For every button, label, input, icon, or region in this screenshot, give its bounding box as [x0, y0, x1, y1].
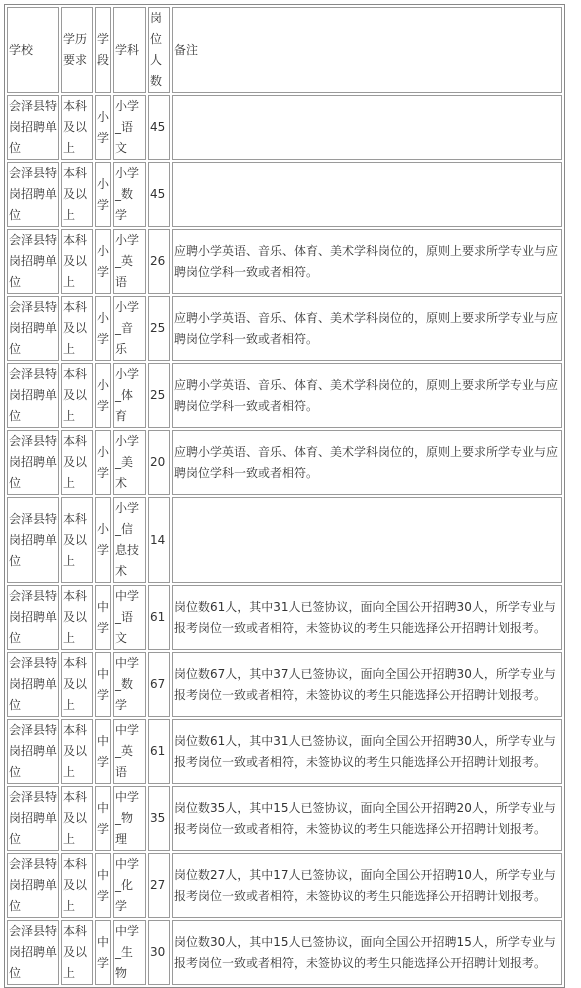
cell-school: 会泽县特岗招聘单位 [7, 497, 59, 583]
cell-subject: 小学_数学 [113, 162, 146, 227]
table-row [7, 363, 562, 428]
cell-education: 本科及以上 [61, 497, 93, 583]
cell-positions: 61 [148, 719, 170, 784]
cell-school: 会泽县特岗招聘单位 [7, 296, 59, 361]
cell-school: 会泽县特岗招聘单位 [7, 585, 59, 650]
table-row [7, 162, 562, 227]
cell-education: 本科及以上 [61, 920, 93, 985]
cell-notes [172, 162, 562, 227]
cell-level: 中学 [95, 652, 111, 717]
table-row [7, 719, 562, 784]
cell-positions: 20 [148, 430, 170, 495]
header-level: 学段 [95, 7, 111, 93]
cell-subject: 小学_美术 [113, 430, 146, 495]
cell-level: 小学 [95, 162, 111, 227]
cell-positions: 26 [148, 229, 170, 294]
cell-notes: 应聘小学英语、音乐、体育、美术学科岗位的，原则上要求所学专业与应聘岗位学科一致或者相符。 [172, 229, 562, 294]
table-row [7, 296, 562, 361]
cell-education: 本科及以上 [61, 162, 93, 227]
cell-school: 会泽县特岗招聘单位 [7, 162, 59, 227]
cell-subject: 中学_生物 [113, 920, 146, 985]
recruitment-table-wrapper [4, 4, 565, 988]
header-school: 学校 [7, 7, 59, 93]
table-row [7, 229, 562, 294]
cell-notes: 岗位数30人，其中15人已签协议，面向全国公开招聘15人，所学专业与报考岗位一致或者相符，未签协议的考生只能选择公开招聘计划报考。 [172, 920, 562, 985]
cell-subject: 小学_体育 [113, 363, 146, 428]
header-row [7, 7, 562, 93]
cell-subject: 小学_英语 [113, 229, 146, 294]
cell-positions: 67 [148, 652, 170, 717]
header-positions: 岗位人数 [148, 7, 170, 93]
cell-notes: 应聘小学英语、音乐、体育、美术学科岗位的，原则上要求所学专业与应聘岗位学科一致或者相符。 [172, 296, 562, 361]
recruitment-table [4, 4, 565, 988]
cell-subject: 中学_化学 [113, 853, 146, 918]
cell-subject: 小学_语文 [113, 95, 146, 160]
cell-school: 会泽县特岗招聘单位 [7, 652, 59, 717]
cell-level: 小学 [95, 430, 111, 495]
cell-school: 会泽县特岗招聘单位 [7, 363, 59, 428]
cell-education: 本科及以上 [61, 296, 93, 361]
cell-positions: 35 [148, 786, 170, 851]
cell-school: 会泽县特岗招聘单位 [7, 229, 59, 294]
cell-subject: 中学_语文 [113, 585, 146, 650]
cell-education: 本科及以上 [61, 229, 93, 294]
cell-level: 中学 [95, 853, 111, 918]
cell-education: 本科及以上 [61, 853, 93, 918]
cell-subject: 中学_英语 [113, 719, 146, 784]
cell-level: 小学 [95, 95, 111, 160]
table-row [7, 95, 562, 160]
table-row [7, 497, 562, 583]
cell-notes: 岗位数35人，其中15人已签协议，面向全国公开招聘20人，所学专业与报考岗位一致或者相符，未签协议的考生只能选择公开招聘计划报考。 [172, 786, 562, 851]
cell-positions: 30 [148, 920, 170, 985]
header-notes: 备注 [172, 7, 562, 93]
cell-school: 会泽县特岗招聘单位 [7, 430, 59, 495]
cell-notes [172, 497, 562, 583]
cell-notes: 岗位数61人，其中31人已签协议，面向全国公开招聘30人，所学专业与报考岗位一致或者相符，未签协议的考生只能选择公开招聘计划报考。 [172, 585, 562, 650]
table-row [7, 853, 562, 918]
cell-education: 本科及以上 [61, 363, 93, 428]
cell-subject: 中学_数学 [113, 652, 146, 717]
table-row [7, 652, 562, 717]
cell-notes: 应聘小学英语、音乐、体育、美术学科岗位的，原则上要求所学专业与应聘岗位学科一致或者相符。 [172, 430, 562, 495]
cell-positions: 27 [148, 853, 170, 918]
cell-subject: 小学_音乐 [113, 296, 146, 361]
cell-education: 本科及以上 [61, 585, 93, 650]
cell-positions: 14 [148, 497, 170, 583]
table-row [7, 430, 562, 495]
cell-level: 中学 [95, 786, 111, 851]
cell-level: 中学 [95, 585, 111, 650]
cell-positions: 45 [148, 95, 170, 160]
cell-level: 中学 [95, 719, 111, 784]
cell-education: 本科及以上 [61, 719, 93, 784]
cell-notes: 岗位数61人，其中31人已签协议，面向全国公开招聘30人，所学专业与报考岗位一致或者相符，未签协议的考生只能选择公开招聘计划报考。 [172, 719, 562, 784]
cell-notes: 岗位数67人，其中37人已签协议，面向全国公开招聘30人，所学专业与报考岗位一致或者相符，未签协议的考生只能选择公开招聘计划报考。 [172, 652, 562, 717]
cell-positions: 61 [148, 585, 170, 650]
cell-subject: 小学_信息技术 [113, 497, 146, 583]
cell-education: 本科及以上 [61, 786, 93, 851]
table-row [7, 920, 562, 985]
header-subject: 学科 [113, 7, 146, 93]
cell-level: 小学 [95, 229, 111, 294]
cell-school: 会泽县特岗招聘单位 [7, 853, 59, 918]
cell-school: 会泽县特岗招聘单位 [7, 719, 59, 784]
cell-notes [172, 95, 562, 160]
cell-notes: 岗位数27人，其中17人已签协议，面向全国公开招聘10人，所学专业与报考岗位一致或者相符，未签协议的考生只能选择公开招聘计划报考。 [172, 853, 562, 918]
table-row [7, 585, 562, 650]
cell-level: 小学 [95, 497, 111, 583]
cell-school: 会泽县特岗招聘单位 [7, 920, 59, 985]
cell-level: 小学 [95, 363, 111, 428]
cell-level: 小学 [95, 296, 111, 361]
cell-education: 本科及以上 [61, 430, 93, 495]
cell-school: 会泽县特岗招聘单位 [7, 786, 59, 851]
cell-subject: 中学_物理 [113, 786, 146, 851]
header-education: 学历要求 [61, 7, 93, 93]
cell-education: 本科及以上 [61, 95, 93, 160]
cell-school: 会泽县特岗招聘单位 [7, 95, 59, 160]
table-row [7, 786, 562, 851]
cell-notes: 应聘小学英语、音乐、体育、美术学科岗位的，原则上要求所学专业与应聘岗位学科一致或者相符。 [172, 363, 562, 428]
table-body [7, 7, 562, 985]
cell-positions: 45 [148, 162, 170, 227]
cell-education: 本科及以上 [61, 652, 93, 717]
cell-level: 中学 [95, 920, 111, 985]
cell-positions: 25 [148, 363, 170, 428]
cell-positions: 25 [148, 296, 170, 361]
